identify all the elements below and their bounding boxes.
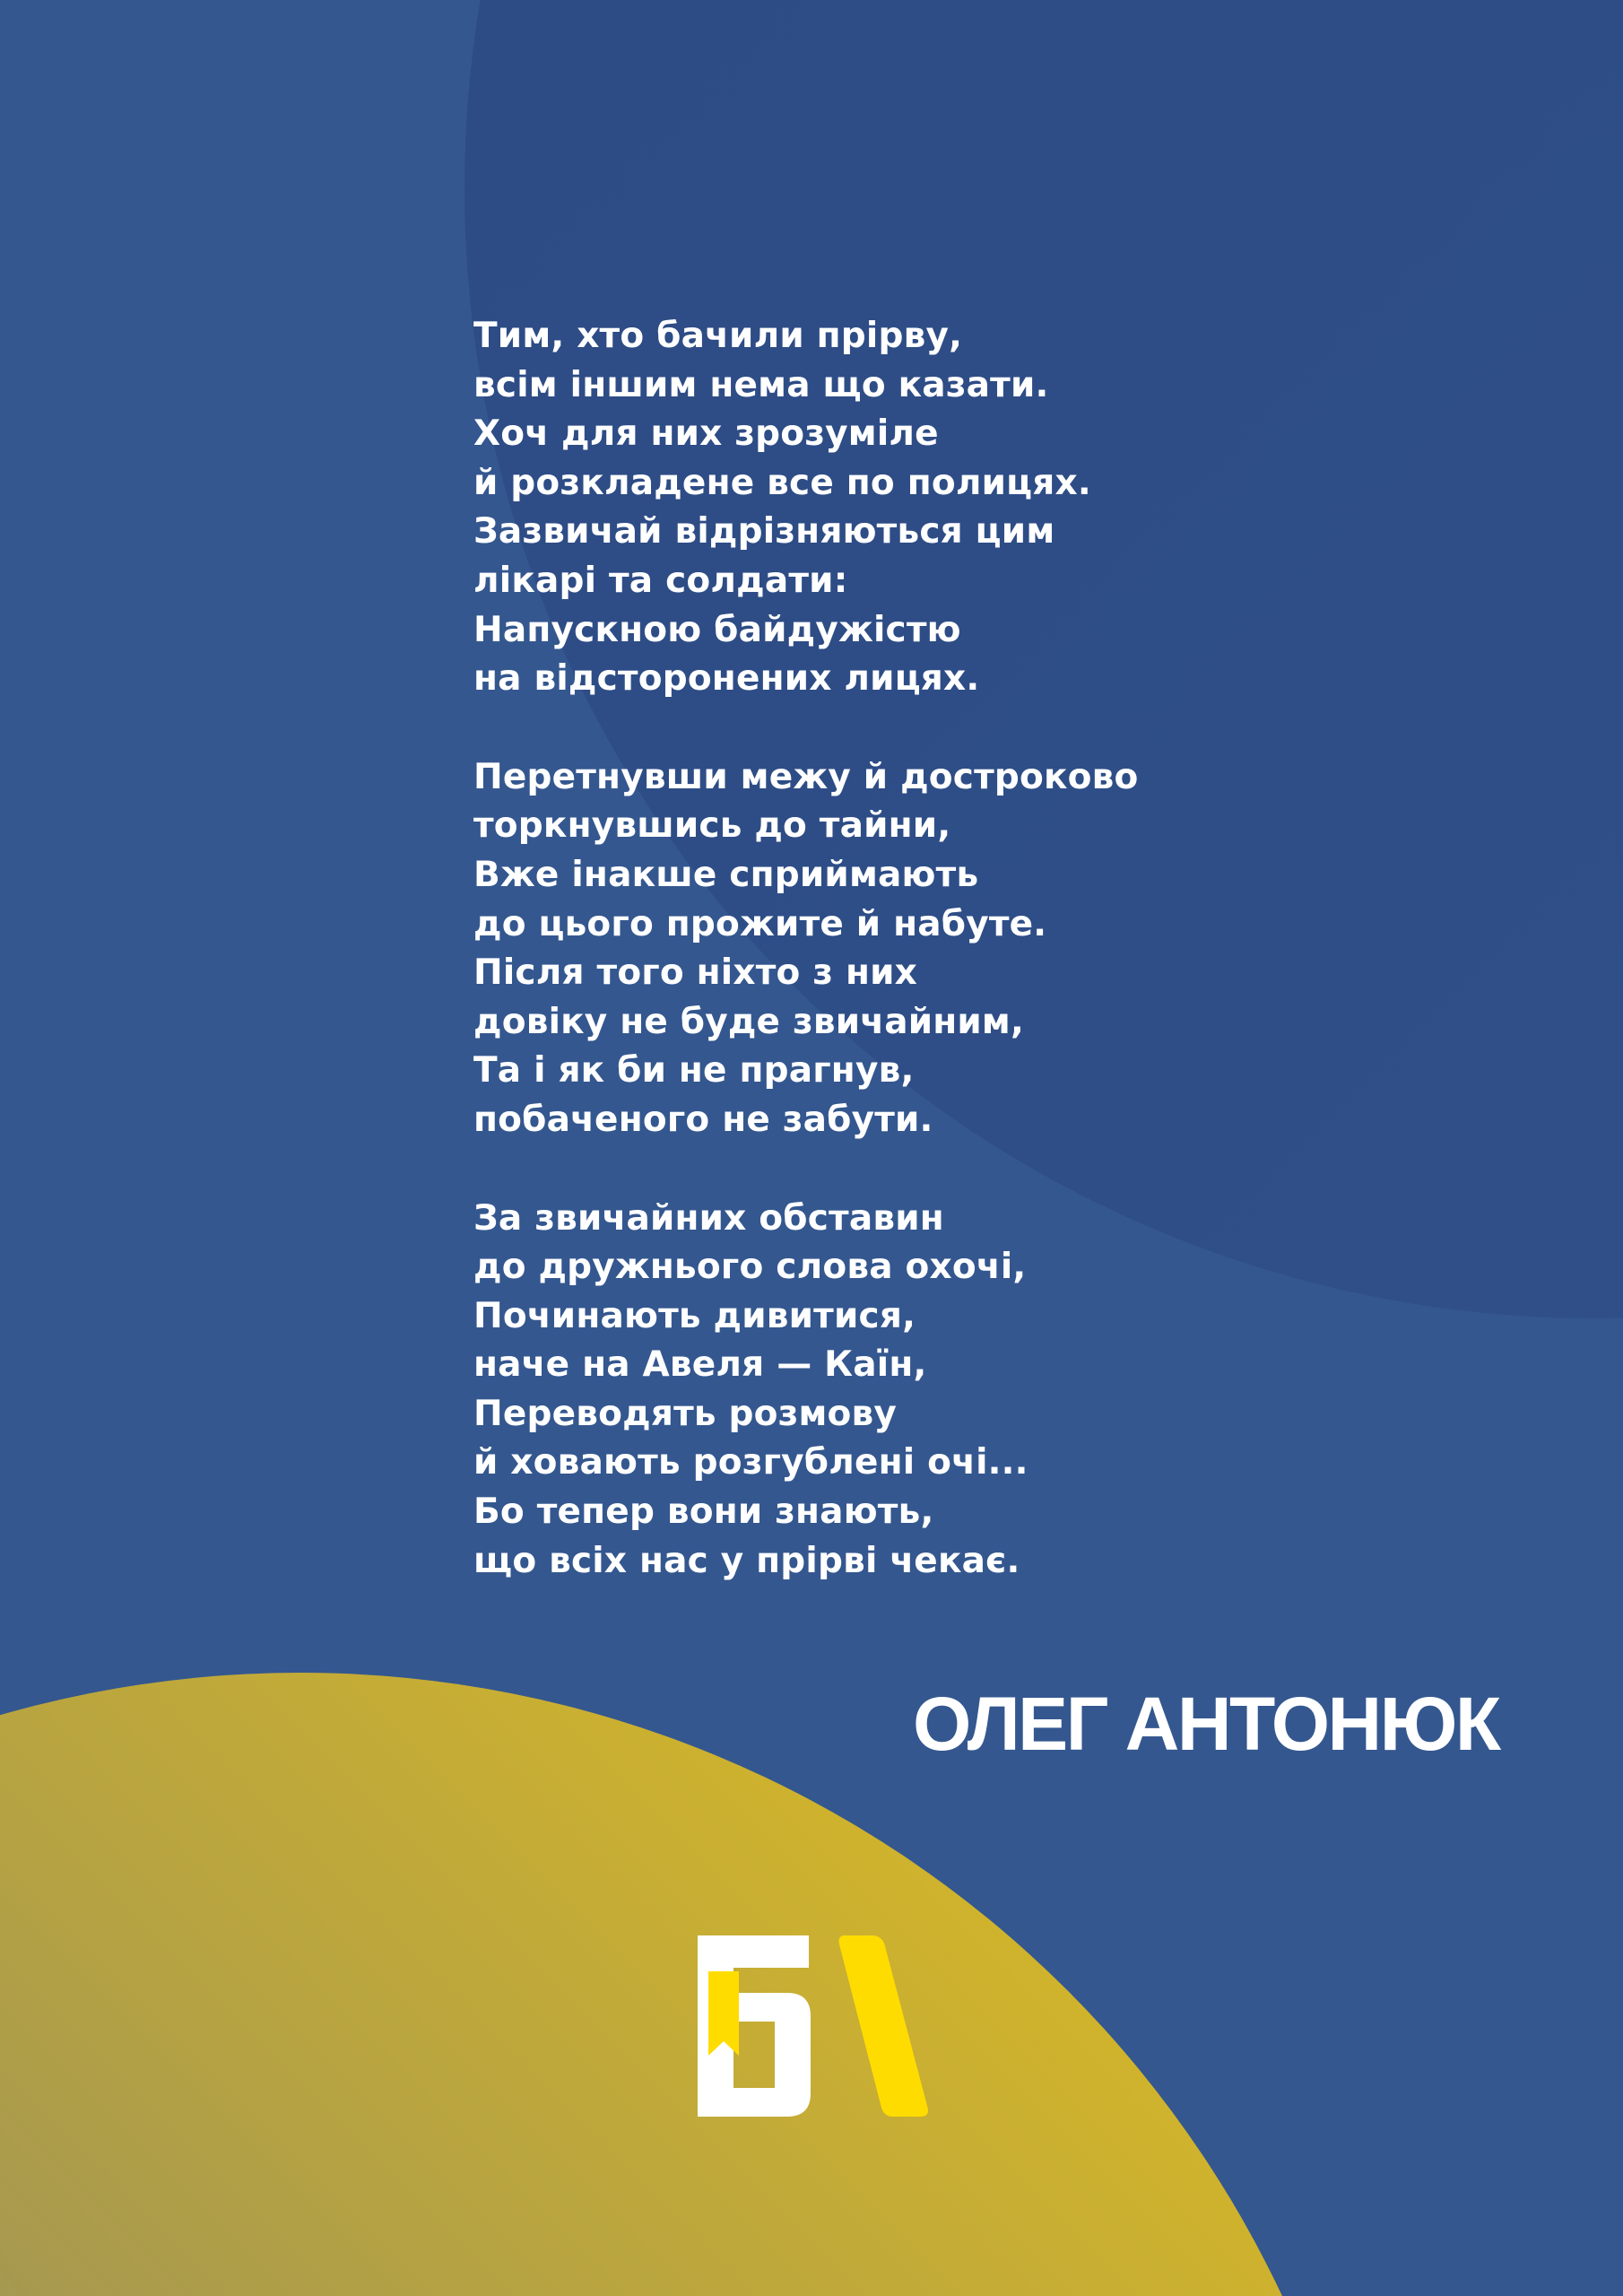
poem-line: до дружнього слова охочі, — [473, 1247, 1027, 1288]
poem-line: Вже інакше сприймають — [473, 854, 979, 895]
poem-line: Та і як би не прагнув, — [473, 1050, 915, 1091]
poem-line: до цього прожите й набуте. — [473, 903, 1047, 944]
poem-line: побаченого не забути. — [473, 1099, 933, 1140]
stanza-1 — [473, 312, 1549, 704]
author-name: ОЛЕГ АНТОНЮК — [913, 1682, 1499, 1766]
stanza-2 — [473, 753, 1549, 1145]
poem-line: За звичайних обставин — [473, 1197, 944, 1239]
poem-line: Починають дивитися, — [473, 1295, 916, 1336]
poem-line: Бо тепер вони знають, — [473, 1492, 934, 1533]
poem-line: Після того ніхто з них — [473, 952, 917, 994]
poem-line: Тим, хто бачили прірву, — [473, 316, 963, 356]
poem — [473, 312, 1549, 1586]
poem-line: всім іншим нема що казати. — [473, 364, 1049, 405]
poem-line: довіку не буде звичайним, — [473, 1001, 1025, 1042]
poem-line: наче на Авеля — Каїн, — [473, 1344, 927, 1386]
poem-line: що всіх нас у прірві чекає. — [473, 1540, 1020, 1581]
stanza-3 — [473, 1195, 1549, 1587]
publisher-logo-icon — [696, 1935, 929, 2120]
poem-line: Зазвичай відрізняються цим — [473, 511, 1055, 552]
poem-line: торкнувшись до тайни, — [473, 805, 951, 847]
logo-slash-shape — [839, 1935, 928, 2117]
poem-line: й ховають розгублені очі... — [473, 1442, 1028, 1483]
poem-line: на відсторонених лицях. — [473, 658, 980, 700]
poem-line: лікарі та солдати: — [473, 560, 848, 601]
poem-line: й розкладене все по полицях. — [473, 462, 1091, 503]
poem-line: Переводять розмову — [473, 1393, 898, 1434]
poem-line: Хоч для них зрозуміле — [473, 413, 939, 455]
poem-line: Перетнувши межу й достроково — [473, 756, 1139, 797]
poem-line: Напускною байдужістю — [473, 609, 961, 650]
